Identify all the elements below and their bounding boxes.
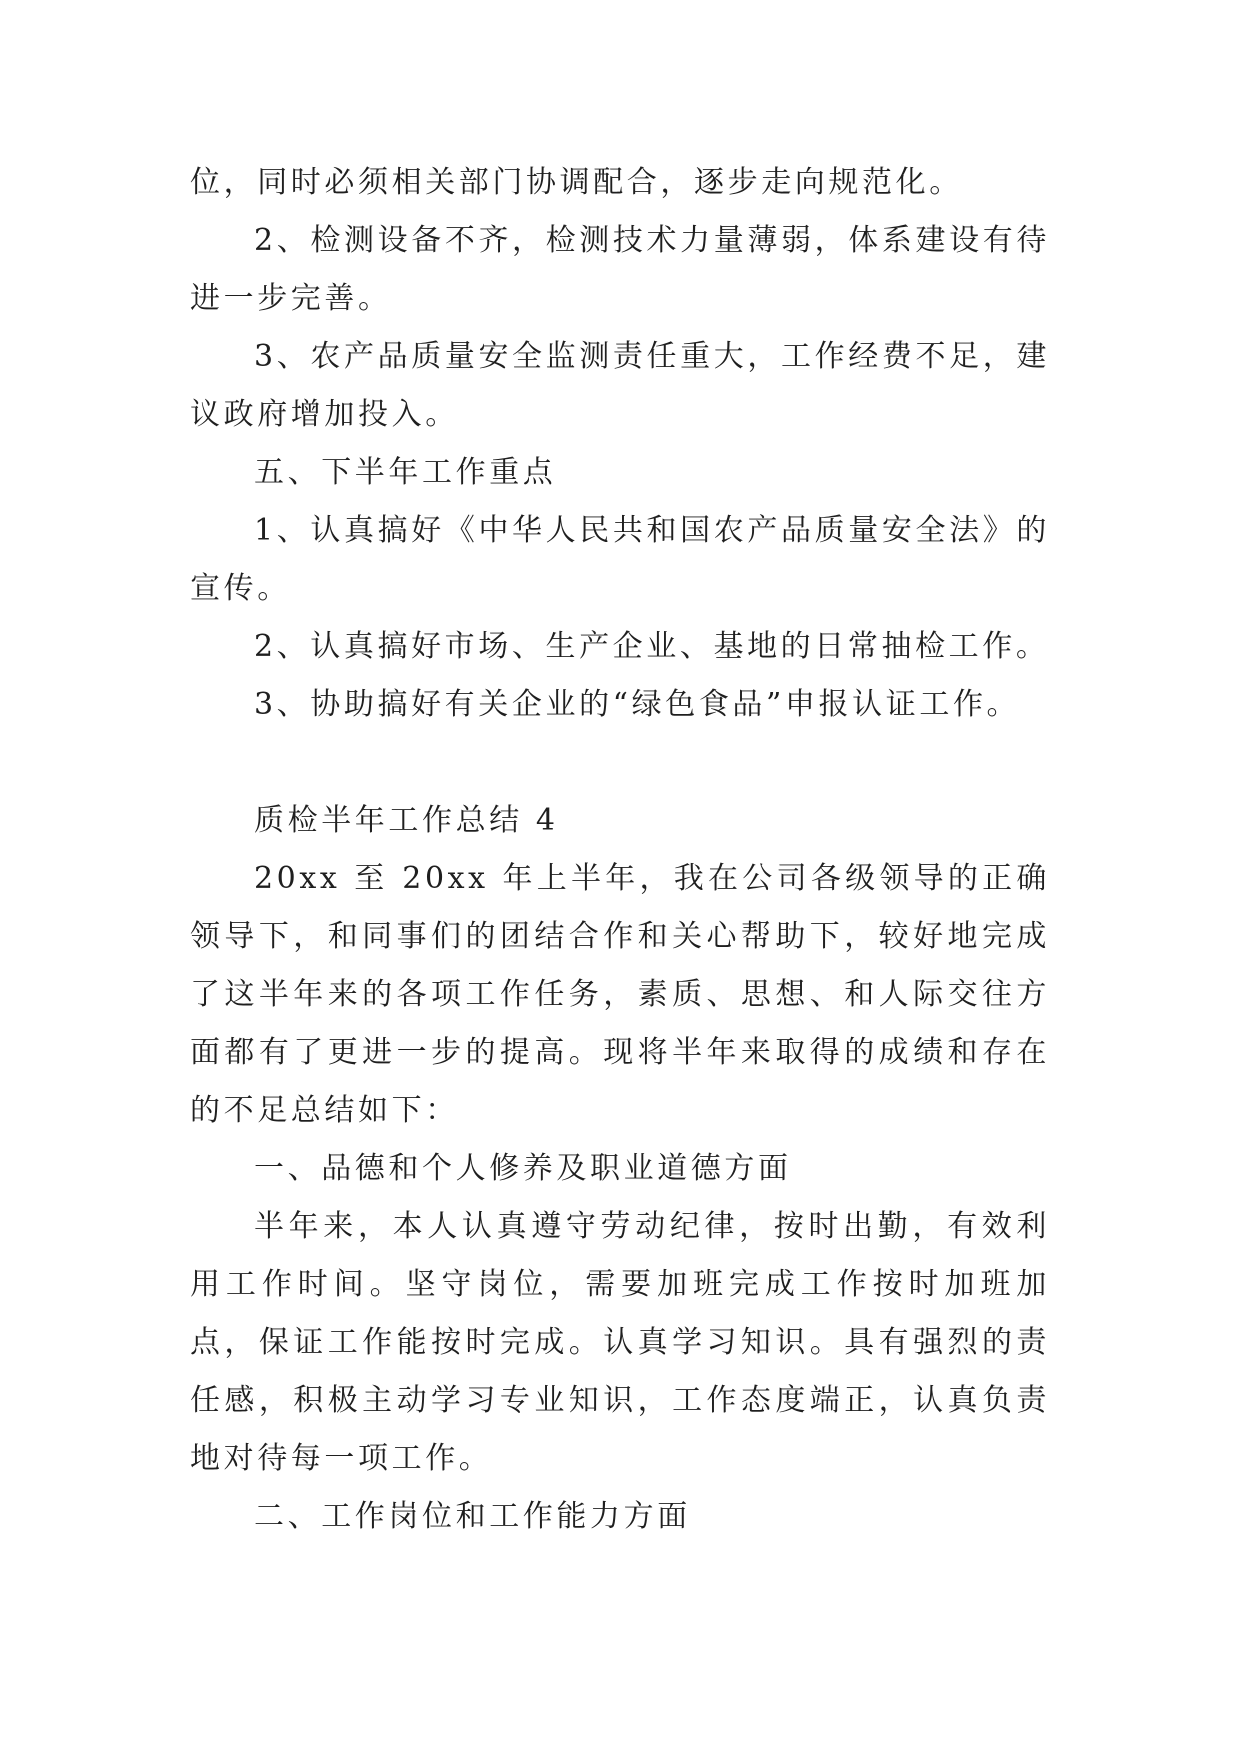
- section-heading-ethics: 一、品德和个人修养及职业道德方面: [254, 1151, 792, 1186]
- document-body: [190, 154, 1050, 1546]
- paragraph-focus-3: 3、协助搞好有关企业的“绿色食品”申报认证工作。: [254, 687, 1021, 722]
- document-title-summary-4: 质检半年工作总结 4: [254, 803, 559, 838]
- blank-line: [190, 734, 1050, 792]
- paragraph-intro: 20xx 至 20xx 年上半年，我在公司各级领导的正确领导下，和同事们的团结合作和关心帮助下，较好地完成了这半年来的各项工作任务，素质、思想、和人际交往方面都有了更进一步的提高。现将半年来取得的成绩和存在的不足总结如下：: [190, 861, 1050, 1128]
- paragraph-continuation: 位，同时必须相关部门协调配合，逐步走向规范化。: [190, 165, 963, 200]
- paragraph-focus-1: 1、认真搞好《中华人民共和国农产品质量安全法》的宣传。: [190, 513, 1050, 606]
- section-heading-next-half-focus: 五、下半年工作重点: [254, 455, 557, 490]
- paragraph-ethics-body: 半年来，本人认真遵守劳动纪律，按时出勤，有效利用工作时间。坚守岗位，需要加班完成工作按时加班加点，保证工作能按时完成。认真学习知识。具有强烈的责任感，积极主动学习专业知识，工作态度端正，认真负责地对待每一项工作。: [190, 1209, 1050, 1476]
- paragraph-issue-3: 3、农产品质量安全监测责任重大，工作经费不足，建议政府增加投入。: [190, 339, 1050, 432]
- paragraph-focus-2: 2、认真搞好市场、生产企业、基地的日常抽检工作。: [254, 629, 1050, 664]
- section-heading-work-ability: 二、工作岗位和工作能力方面: [254, 1499, 691, 1534]
- paragraph-issue-2: 2、检测设备不齐，检测技术力量薄弱，体系建设有待进一步完善。: [190, 223, 1050, 316]
